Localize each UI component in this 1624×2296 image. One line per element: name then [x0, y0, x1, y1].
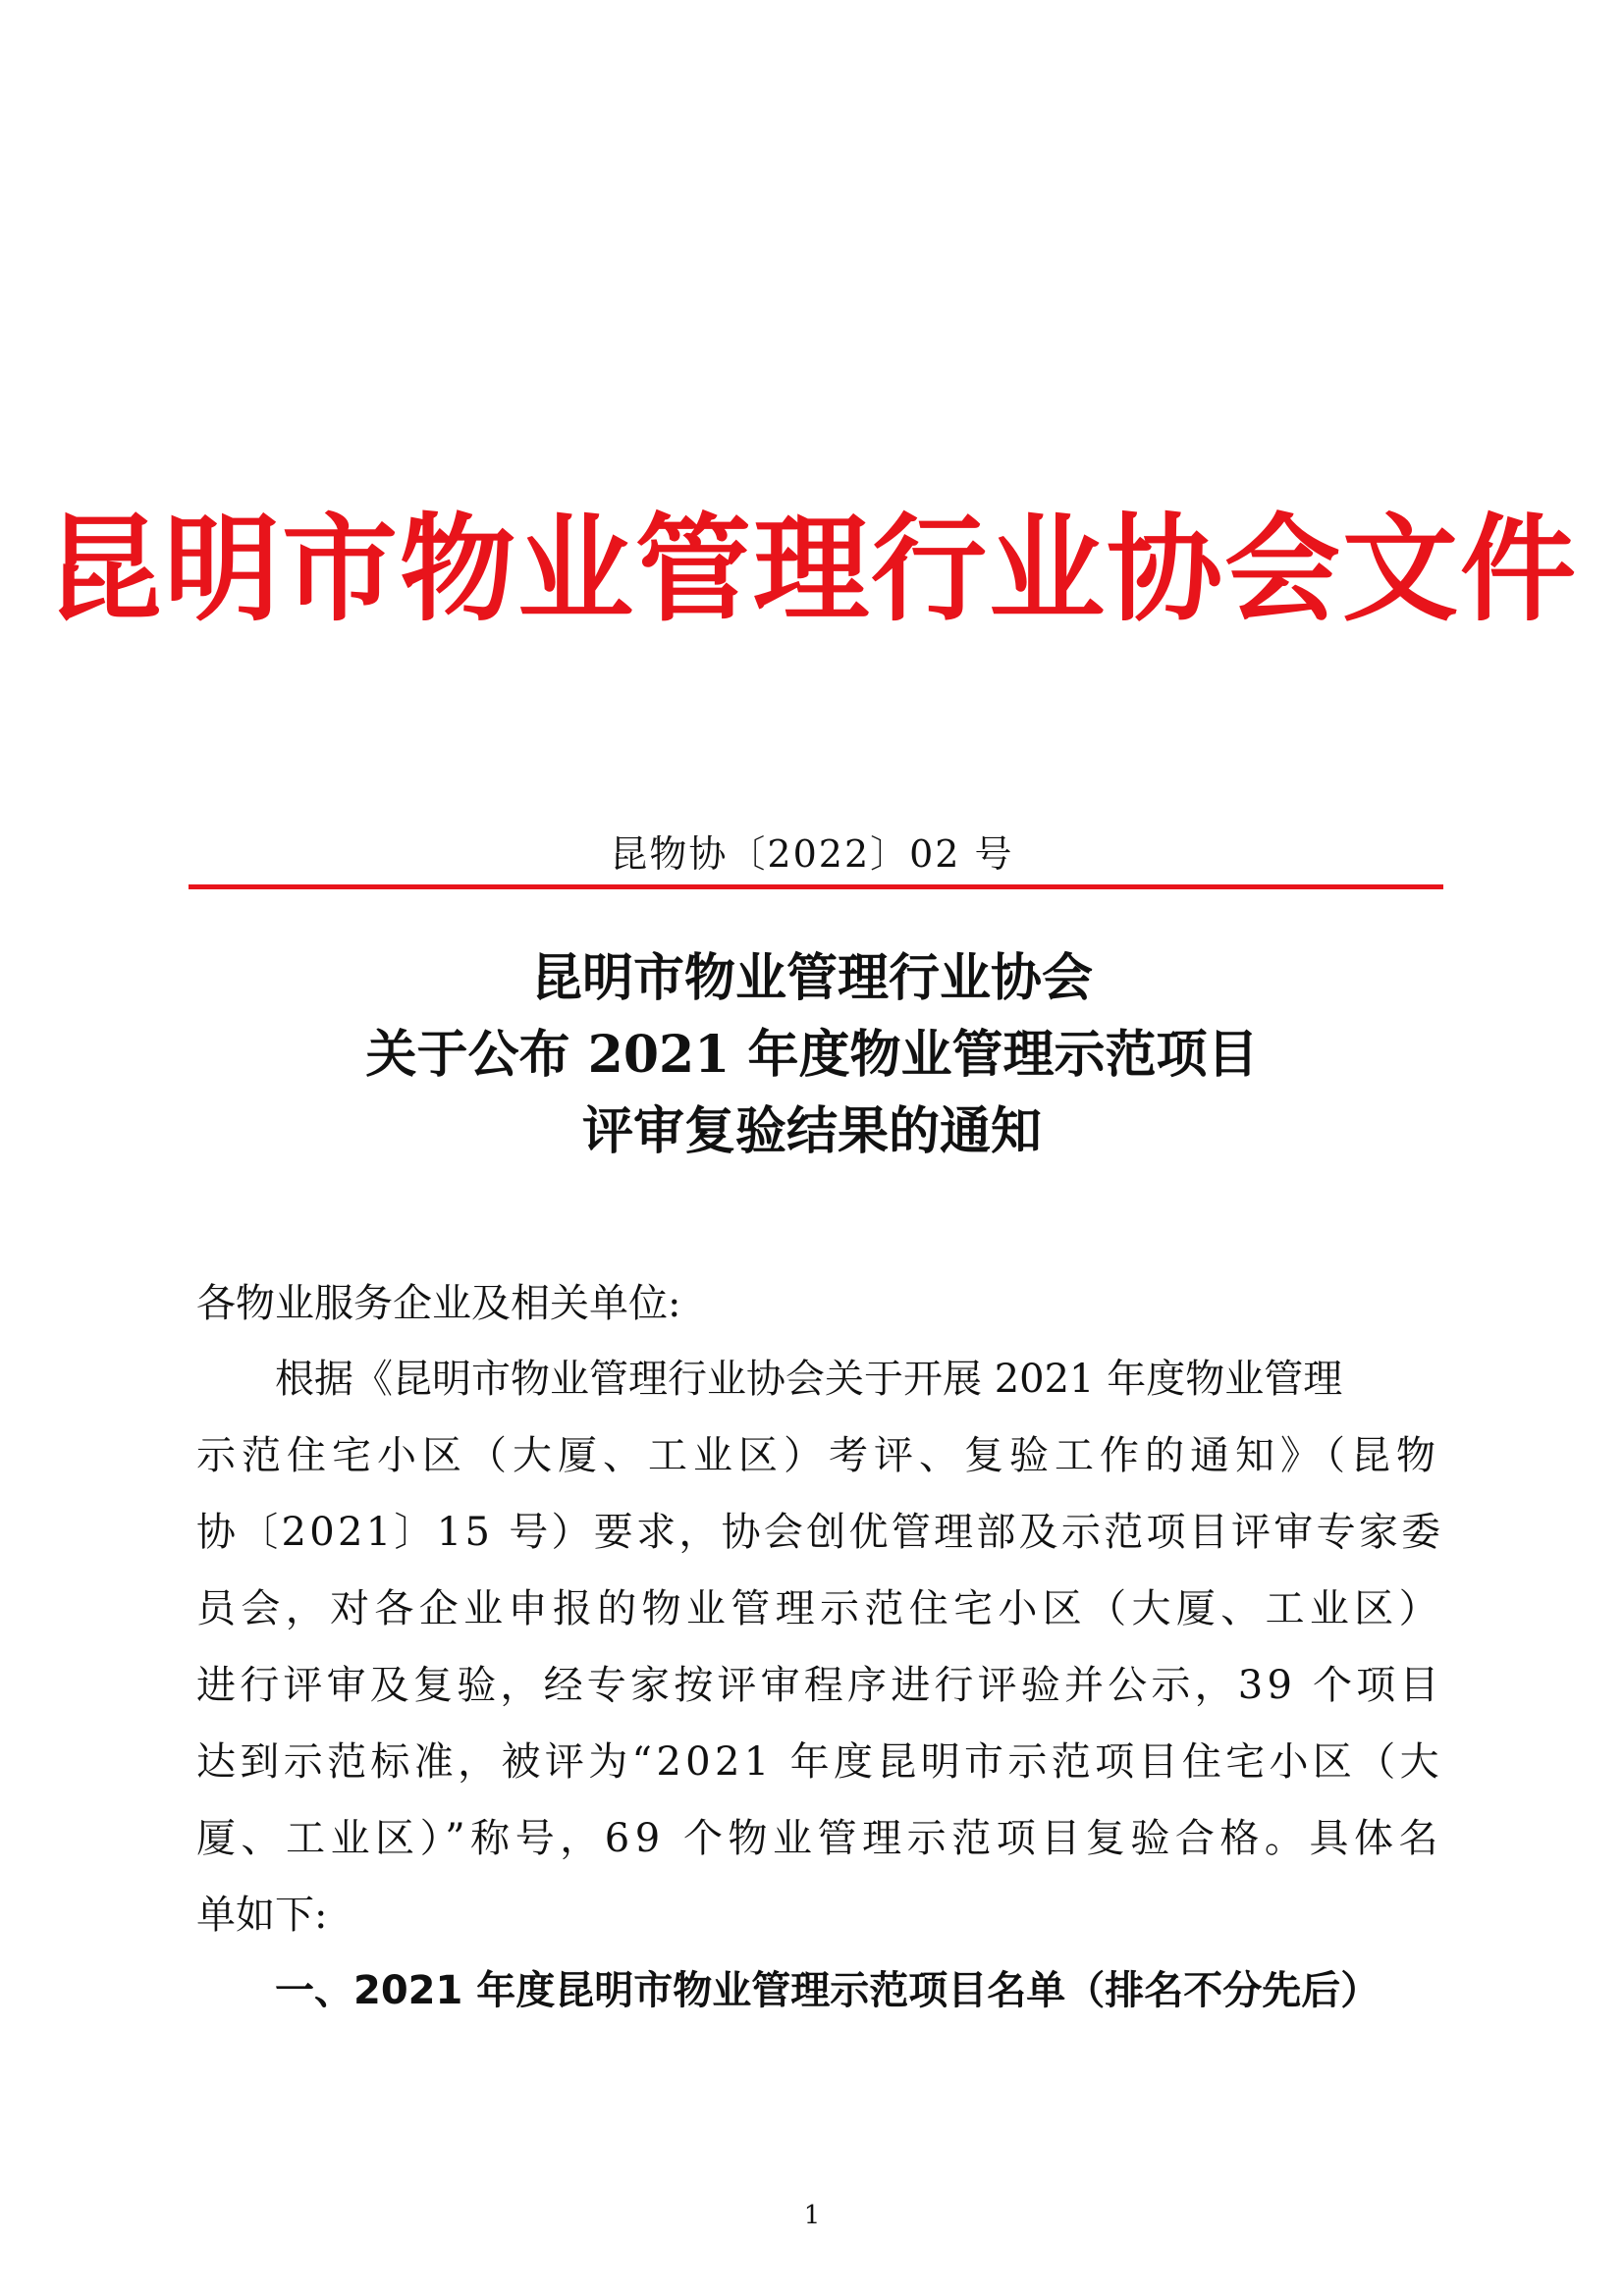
salutation: 各物业服务企业及相关单位: [196, 1281, 681, 1326]
notice-title-line-2: 关于公布 2021 年度物业管理示范项目 [365, 1025, 1259, 1085]
document-number: 昆物协〔2022〕02 号 [610, 832, 1014, 876]
notice-title-line-3: 评审复验结果的通知 [581, 1101, 1042, 1161]
paragraph-line: 根据《昆明市物业管理行业协会关于开展 2021 年度物业管理 [275, 1357, 1343, 1402]
paragraph-line: 示范住宅小区（大厦、工业区）考评、复验工作的通知》（昆物 [196, 1433, 1441, 1478]
masthead-title: 昆明市物业管理行业协会文件 [45, 501, 1578, 637]
paragraph-line: 达到示范标准，被评为“2021 年度昆明市示范项目住宅小区（大 [196, 1739, 1443, 1785]
notice-title-line-1: 昆明市物业管理行业协会 [530, 948, 1093, 1008]
paragraph-line: 协〔2021〕15 号）要求，协会创优管理部及示范项目评审专家委 [196, 1510, 1444, 1555]
page-number: 1 [803, 2201, 821, 2230]
notice-title [0, 940, 1624, 1170]
paragraph-line: 员会，对各企业申报的物业管理示范住宅小区（大厦、工业区） [196, 1586, 1443, 1631]
paragraph-line: 厦、工业区）”称号，69 个物业管理示范项目复验合格。具体名 [196, 1816, 1444, 1861]
paragraph-line: 进行评审及复验，经专家按评审程序进行评验并公示，39 个项目 [196, 1663, 1443, 1708]
paragraph-line: 单如下: [196, 1893, 328, 1938]
section-heading: 一、2021 年度昆明市物业管理示范项目名单（排名不分先后） [275, 1968, 1380, 2013]
red-divider-line [189, 884, 1443, 889]
